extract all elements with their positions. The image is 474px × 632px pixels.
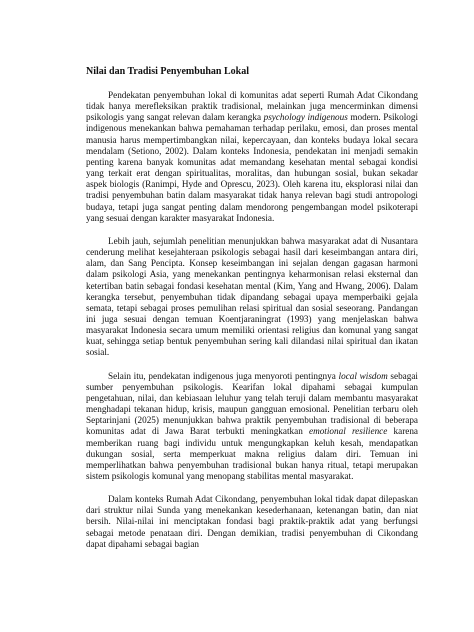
- body-paragraph: [86, 90, 418, 224]
- paragraph-text: sebagai sumber penyembuhan psikologis. Kearifan lokal dipahami sebagai kumpulan pengetahuan, nilai, dan kebiasaan leluhur yang telah teruji dalam membantu masyarakat menghadapi tekanan hidup, krisis, maupun gangguan emosional. Penelitian terbaru oleh Septarinjani (2025) menunjukkan bahwa praktik penyembuhan tradisional di beberapa komunitas adat di Jawa Barat terbukti meningkatkan: [86, 370, 418, 437]
- paragraph-text: modern. Psikologi indigenous menekankan bahwa pemahaman terhadap perilaku, emosi, dan proses mental manusia harus mempertimbangkan nilai, kepercayaan, dan konteks budaya lokal secara mendalam (Setiono, 2002). Dalam konteks Indonesia, pendekatan ini menjadi semakin penting karena banyak komunitas adat memandang kesehatan mental sebagai kondisi yang terkait erat dengan spiritualitas, moralitas, dan hubungan sosial, bukan sekadar aspek biologis (Ranimpi, Hyde and Oprescu, 2023). Oleh karena itu, eksplorasi nilai dan tradisi penyembuhan batin dalam masyarakat tidak hanya relevan bagi studi antropologi budaya, tetapi juga sangat penting dalam mendorong pengembangan model psikoterapi yang sesuai dengan karakter masyarakat Indonesia.: [86, 112, 418, 223]
- section-heading: Nilai dan Tradisi Penyembuhan Lokal: [86, 66, 250, 77]
- paragraph-text: Selain itu, pendekatan indigenous juga menyoroti pentingnya: [108, 370, 339, 381]
- body-paragraph: [86, 371, 418, 483]
- paragraph-text: Dalam konteks Rumah Adat Cikondang, penyembuhan lokal tidak dapat dilepaskan dari struktur nilai Sunda yang menekankan kesederhanaan, ketenangan batin, dan niat bersih. Nilai-nilai ini menciptakan fondasi bagi praktik-praktik adat yang berfungsi sebagai metode penataan diri. Dengan demikian, tradisi penyembuhan di Cikondang dapat dipahami sebagai bagian: [86, 494, 418, 549]
- paragraph-text: Lebih jauh, sejumlah penelitian menunjukkan bahwa masyarakat adat di Nusantara cenderung melihat kesejahteraan psikologis sebagai hasil dari keseimbangan antara diri, alam, dan Sang Pencipta. Konsep keseimbangan ini sejalan dengan gagasan harmoni dalam psikologi Asia, yang menekankan pentingnya keharmonisan relasi eksternal dan ketertiban batin sebagai fondasi kesehatan mental (Kim, Yang and Hwang, 2006). Dalam kerangka tersebut, penyembuhan tidak dipandang sebagai upaya memperbaiki gejala semata, tetapi sebagai proses pemulihan relasi spiritual dan sosial seseorang. Pandangan ini juga sesuai dengan temuan Koentjaraningrat (1993) yang menjelaskan bahwa masyarakat Indonesia secara umum memiliki orientasi religius dan komunal yang sangat kuat, sehingga setiap bentuk penyembuhan sering kali dilandasi nilai spiritual dan ikatan sosial.: [86, 235, 418, 358]
- body-paragraph: [86, 494, 418, 550]
- paragraph-text: Pendekatan penyembuhan lokal di komunitas adat seperti Rumah Adat Cikondang tidak hanya merefleksikan praktik tradisional, melainkan juga mencerminkan dimensi psikologis yang sangat relevan dalam kerangka: [86, 90, 418, 123]
- body-paragraph: [86, 236, 418, 359]
- italic-term: psychology indigenous: [263, 112, 348, 123]
- document-body: [86, 90, 418, 550]
- italic-term: emotional resilience: [309, 426, 388, 437]
- paragraph-text: karena memberikan ruang bagi individu untuk mengungkapkan keluh kesah, mendapatkan dukungan sosial, serta memperkuat makna religius dalam diri. Temuan ini memperlihatkan bahwa penyembuhan tradisional bukan hanya ritual, tetapi merupakan sistem psikologis komunal yang menopang stabilitas mental masyarakat.: [86, 426, 419, 481]
- italic-term: local wisdom: [338, 370, 388, 381]
